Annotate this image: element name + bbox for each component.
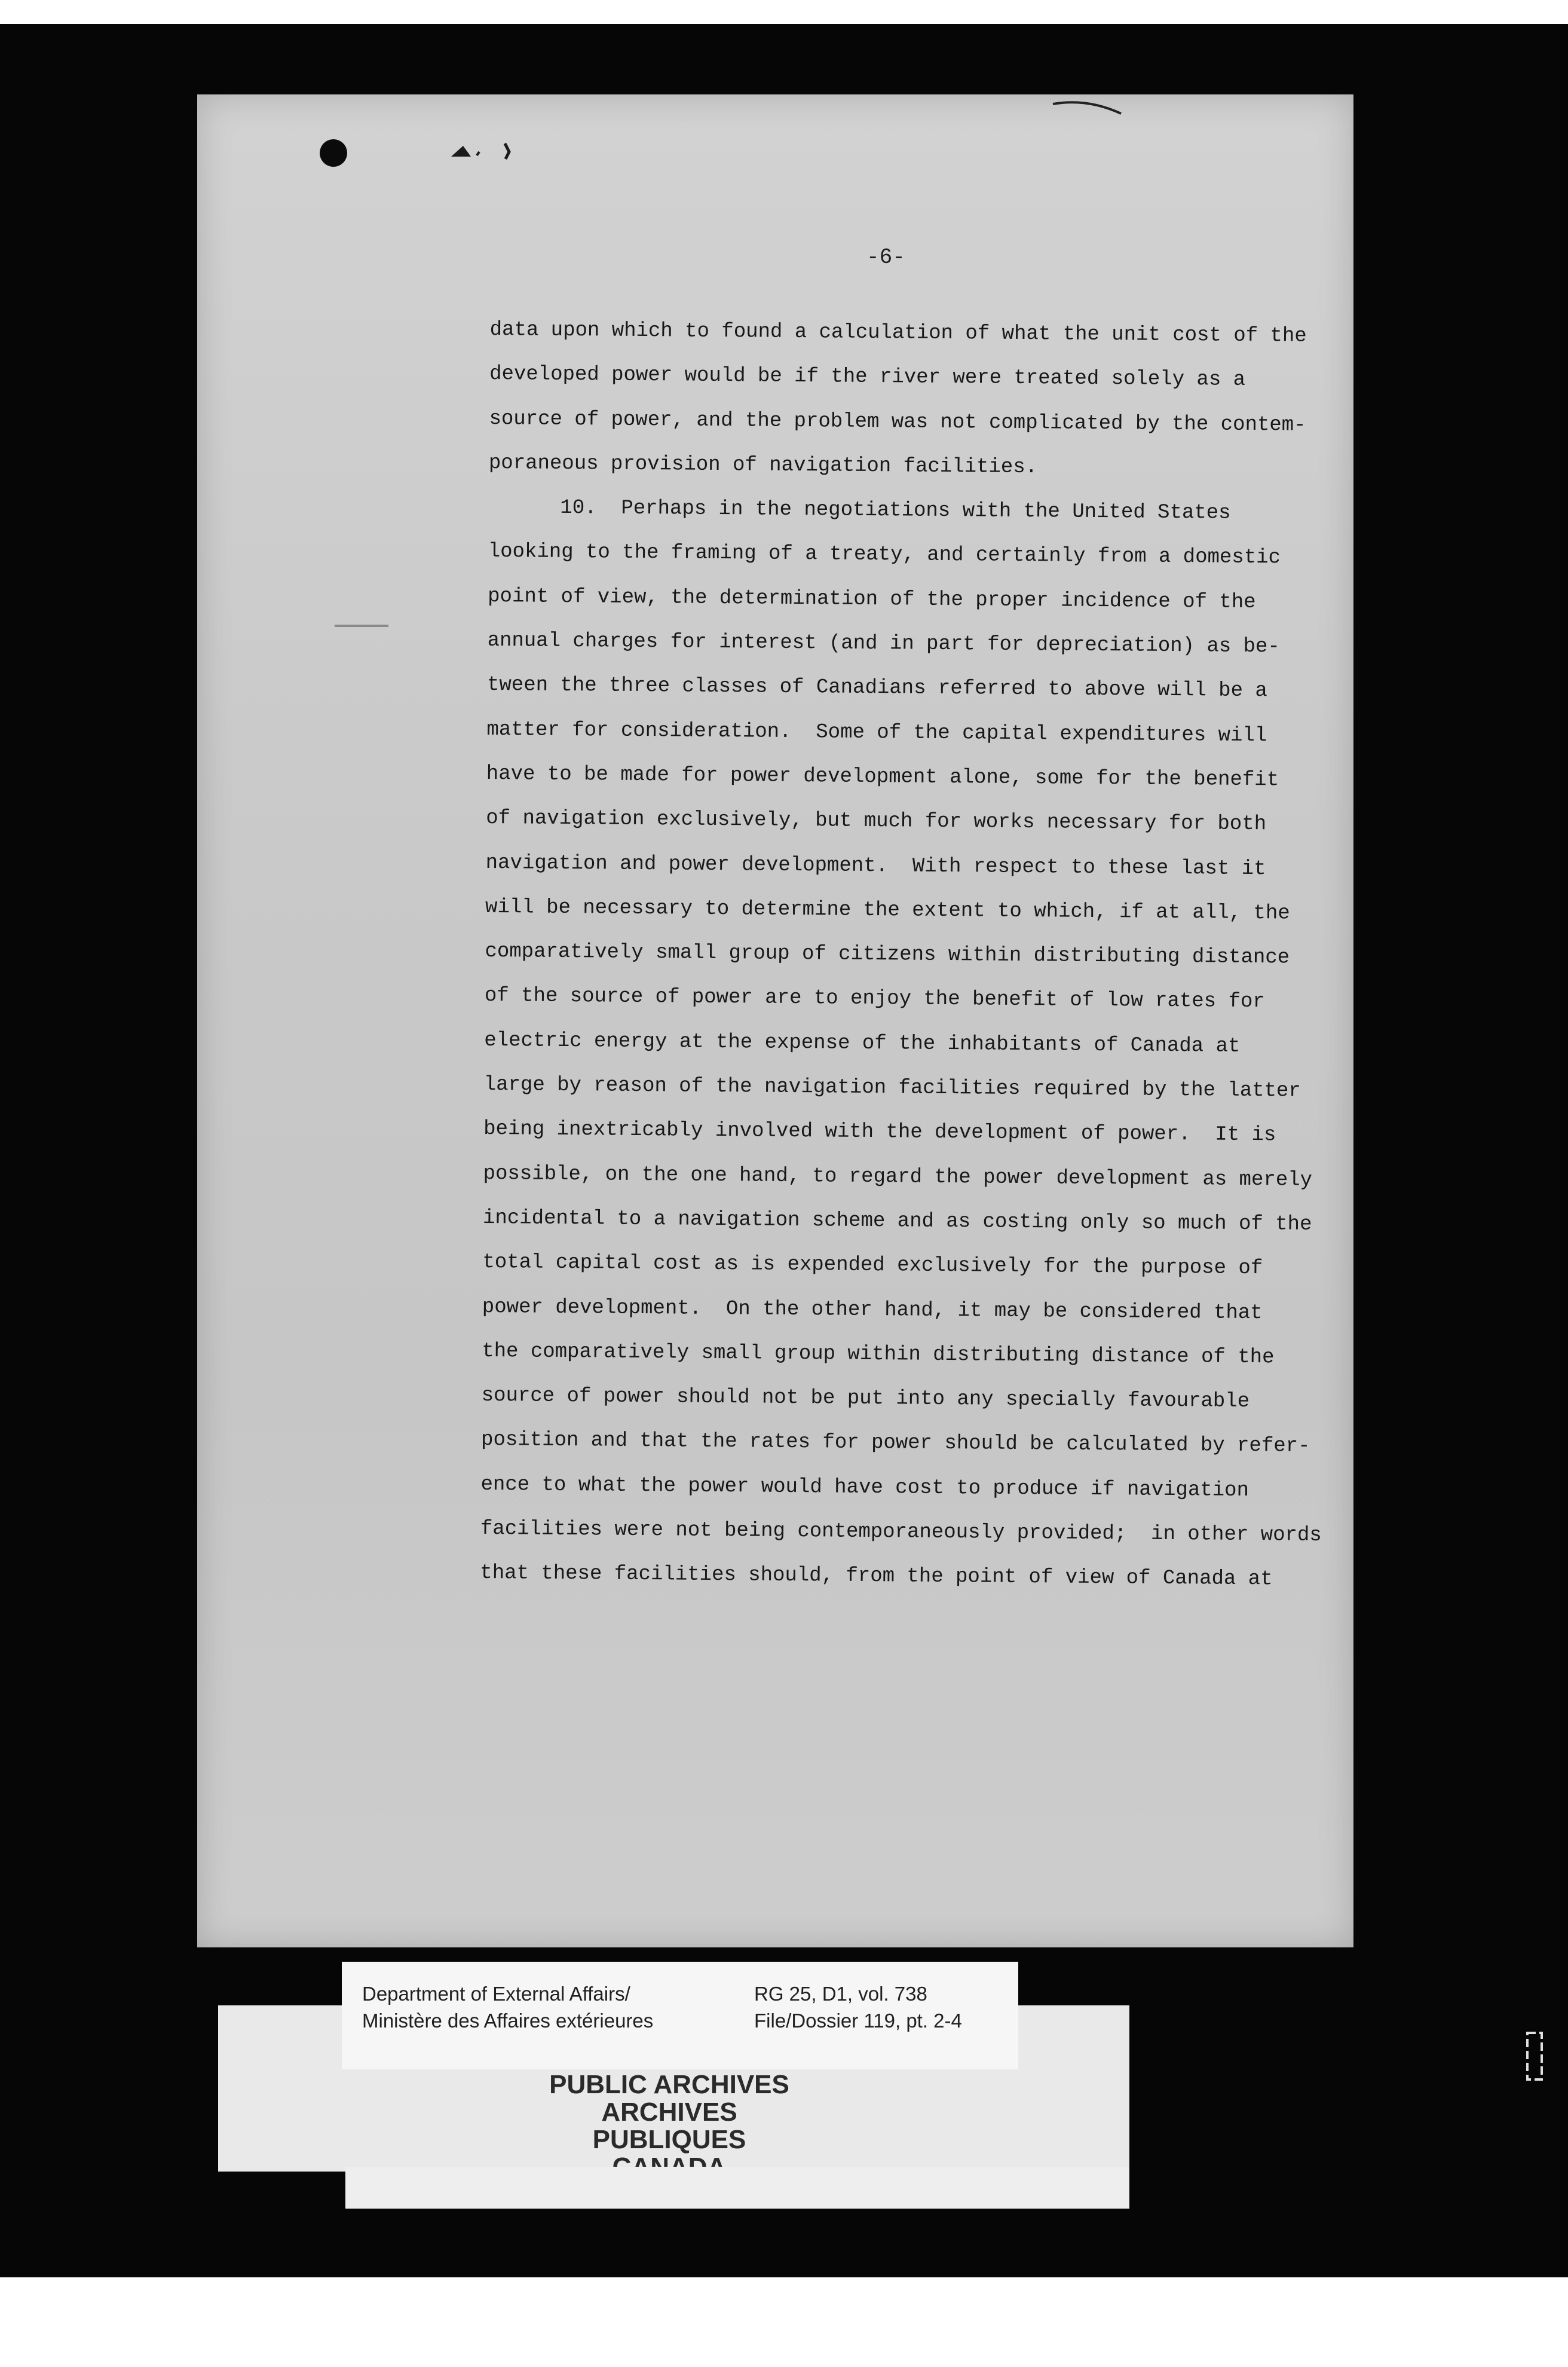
- text-line: poraneous provision of navigation facilities.: [488, 451, 1038, 479]
- text-line: comparatively small group of citizens within distributing distance: [485, 940, 1290, 970]
- text-line: looking to the framing of a treaty, and certainly from a domestic: [488, 540, 1281, 570]
- text-line: matter for consideration. Some of the capital expenditures will: [486, 718, 1267, 747]
- volume-reference: RG 25, D1, vol. 738: [754, 1983, 927, 2005]
- text-line: point of view, the determination of the proper incidence of the: [488, 585, 1256, 614]
- text-line: source of power should not be put into any specially favourable: [481, 1384, 1250, 1414]
- stamp-line: PUBLIC ARCHIVES: [549, 2070, 789, 2099]
- text-line: source of power, and the problem was not complicated by the contem-: [489, 407, 1306, 437]
- text-line: large by reason of the navigation facilities required by the latter: [483, 1074, 1301, 1103]
- text-line: of the source of power are to enjoy the benefit of low rates for: [484, 984, 1265, 1014]
- text-line: facilities were not being contemporaneously provided; in other words: [480, 1517, 1322, 1548]
- page-number: -6-: [866, 245, 905, 270]
- text-line: have to be made for power development alone, some for the benefit: [486, 762, 1279, 792]
- text-line: will be necessary to determine the extent to which, if at all, the: [485, 895, 1290, 925]
- archive-label: [342, 1962, 1018, 2069]
- text-line: incidental to a navigation scheme and as costing only so much of the: [482, 1206, 1312, 1236]
- text-line: navigation and power development. With respect to these last it: [485, 851, 1266, 880]
- text-line: power development. On the other hand, it may be considered that: [482, 1295, 1263, 1325]
- margin-mark: [335, 625, 388, 627]
- text-line: data upon which to found a calculation of what the unit cost of the: [489, 318, 1307, 348]
- text-line: that these facilities should, from the point of view of Canada at: [480, 1562, 1273, 1591]
- text-line: total capital cost as is expended exclusively for the purpose of: [482, 1251, 1263, 1280]
- department-french: Ministère des Affaires extérieures: [362, 2010, 654, 2032]
- text-line: the comparatively small group within distributing distance of the: [482, 1340, 1275, 1369]
- text-line: electric energy at the expense of the inhabitants of Canada at: [484, 1029, 1241, 1058]
- text-line: being inextricably involved with the development of power. It is: [483, 1118, 1276, 1147]
- file-reference: File/Dossier 119, pt. 2-4: [754, 2010, 962, 2032]
- pen-stroke-mark: [1052, 96, 1123, 120]
- archive-stamp: [535, 2071, 804, 2181]
- stamp-line: ARCHIVES PUBLIQUES: [592, 2097, 746, 2154]
- text-line: developed power would be if the river were treated solely as a: [489, 363, 1246, 392]
- text-line: annual charges for interest (and in part for depreciation) as be-: [487, 629, 1280, 659]
- punch-hole-mark: [320, 139, 347, 167]
- text-line: position and that the rates for power should be calculated by refer-: [480, 1429, 1310, 1458]
- stamp-card-strip: [345, 2167, 1129, 2209]
- frame-marker-icon: [1523, 2029, 1546, 2083]
- paragraph-start-line: 10. Perhaps in the negotiations with the United States: [560, 497, 1231, 525]
- text-line: possible, on the one hand, to regard the power development as merely: [483, 1162, 1313, 1192]
- text-line: of navigation exclusively, but much for works necessary for both: [486, 807, 1267, 836]
- department-english: Department of External Affairs/: [362, 1983, 630, 2005]
- handwritten-mark-icon: [448, 139, 514, 163]
- text-line: tween the three classes of Canadians referred to above will be a: [486, 674, 1267, 703]
- body-text: [480, 308, 1322, 1602]
- text-line: ence to what the power would have cost to produce if navigation: [480, 1473, 1250, 1502]
